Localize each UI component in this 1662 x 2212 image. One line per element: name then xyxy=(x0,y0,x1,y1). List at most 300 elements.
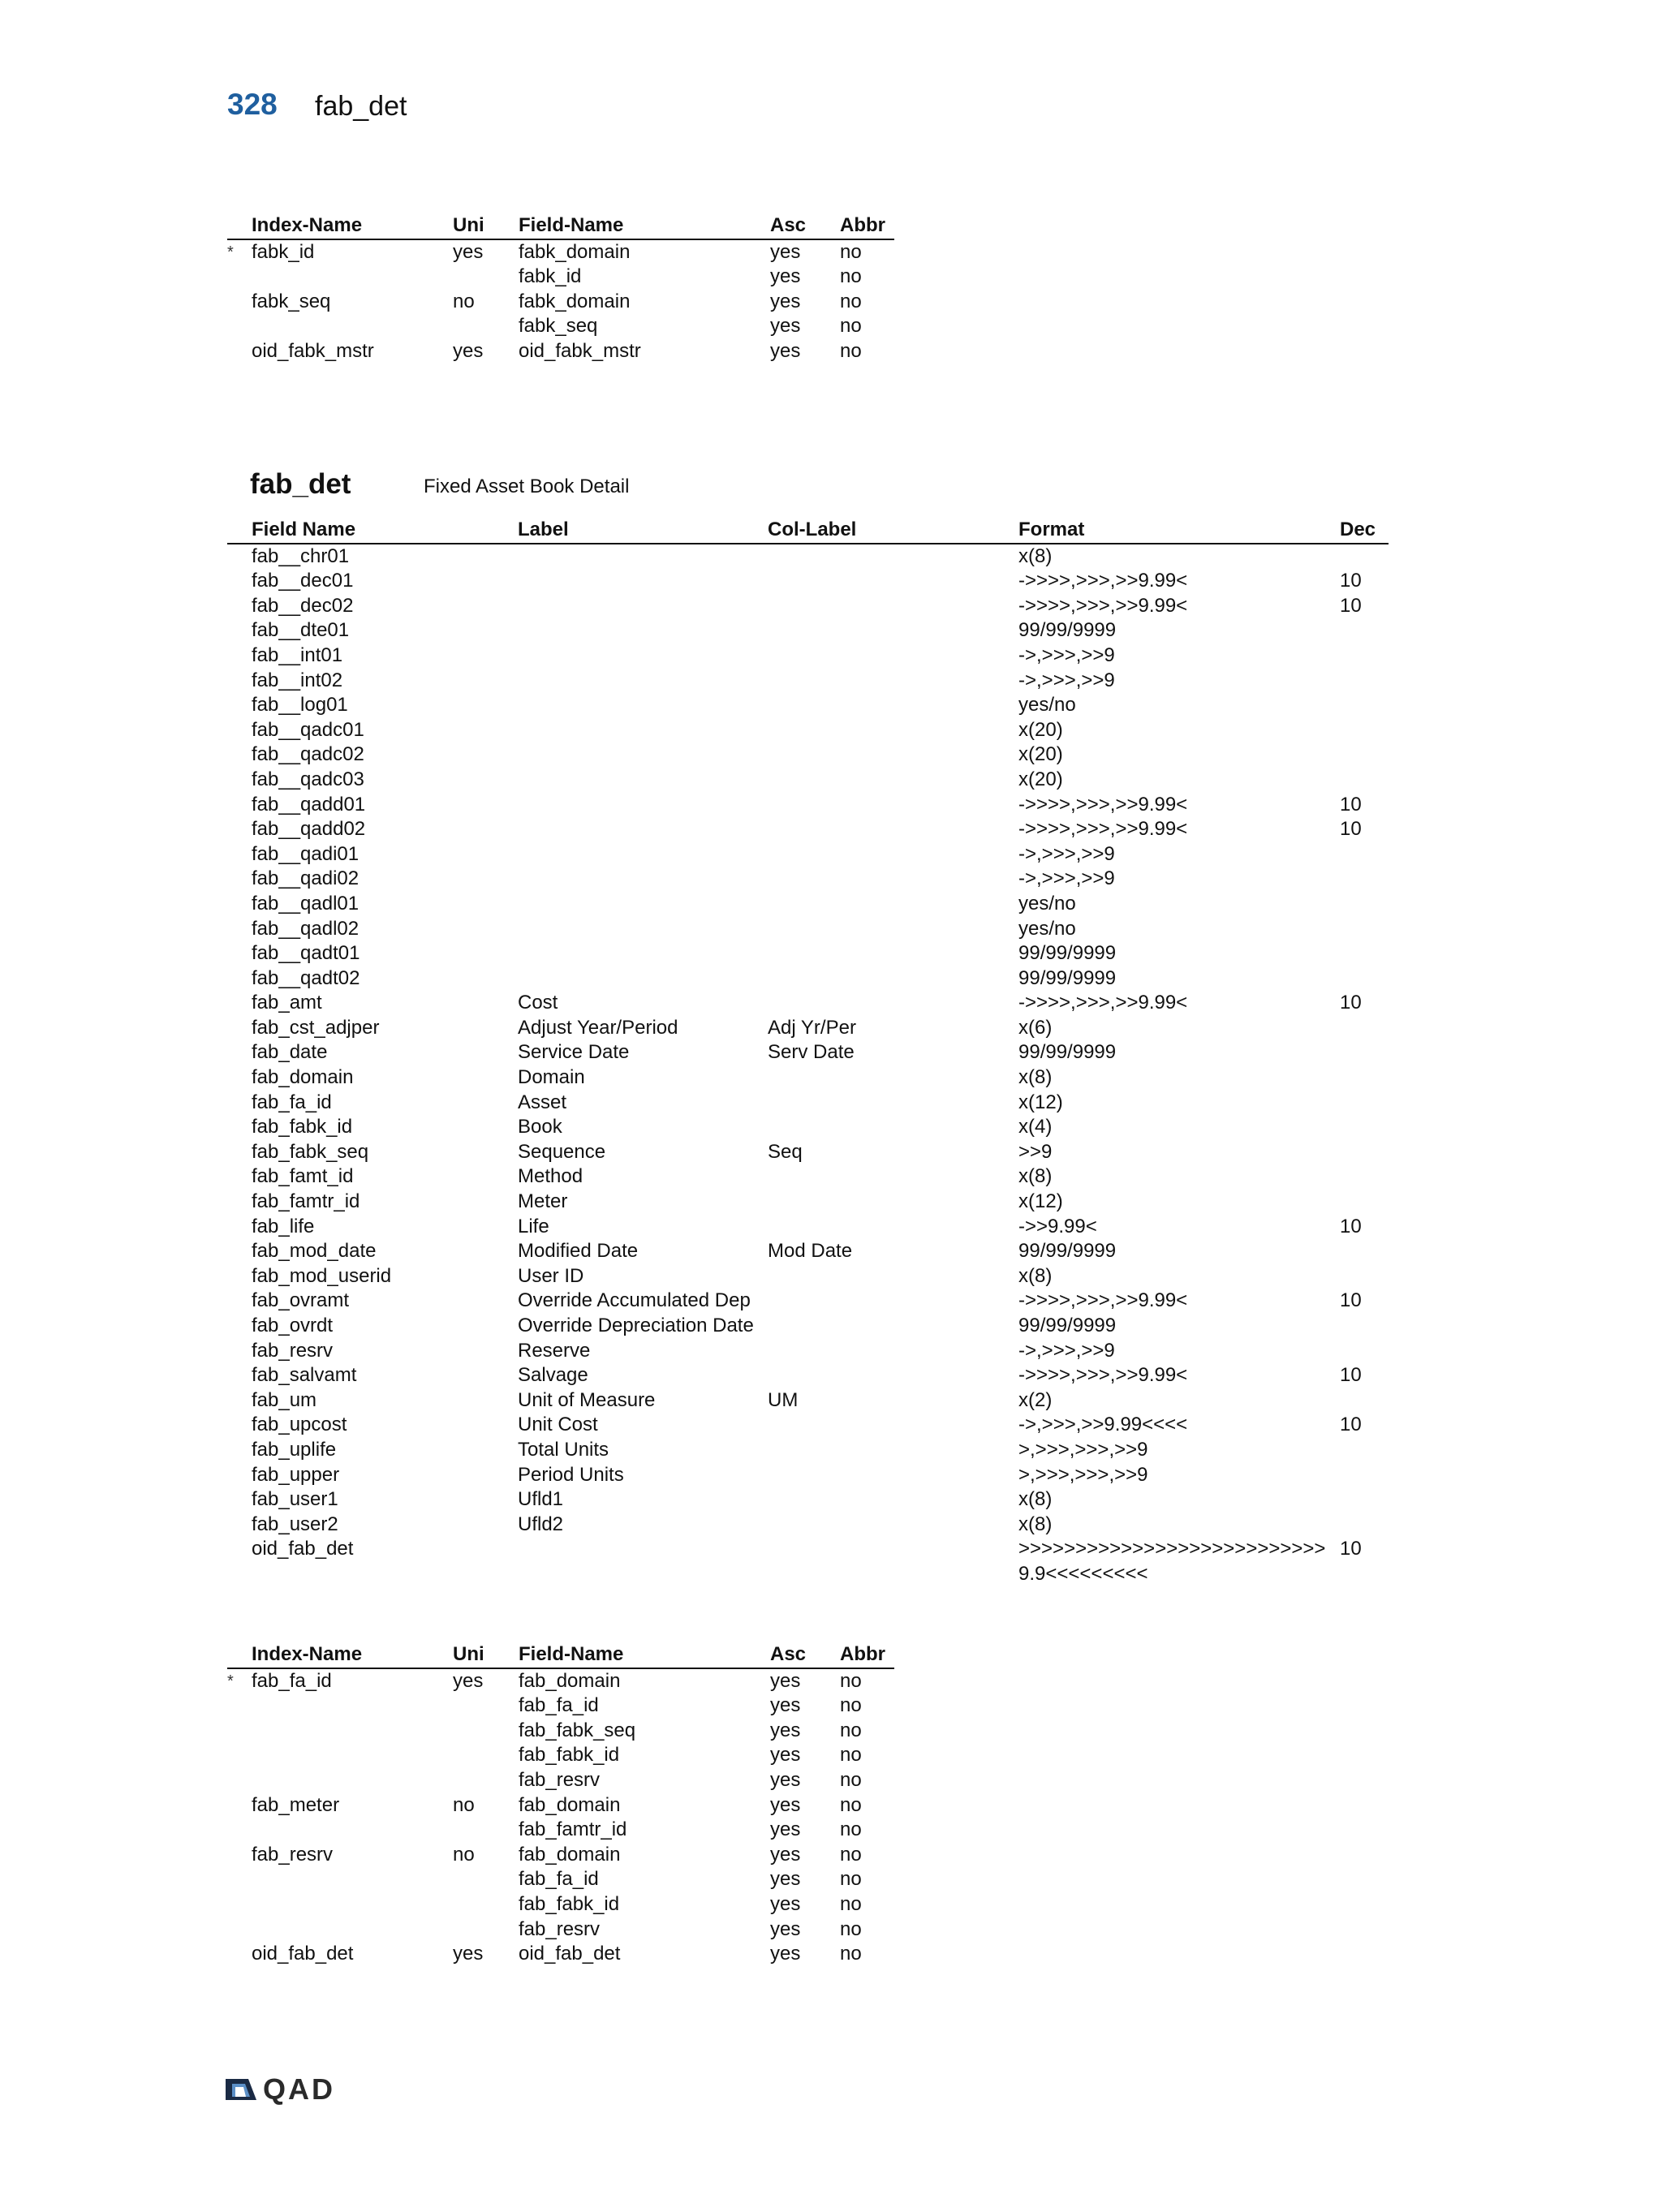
label-cell: Override Accumulated Dep xyxy=(518,1289,751,1312)
dec-cell xyxy=(1340,941,1389,966)
table-row xyxy=(227,1016,1389,1041)
unique-cell: yes xyxy=(453,1669,484,1692)
col-label-cell xyxy=(768,1363,1018,1388)
table-row xyxy=(227,1463,1389,1488)
table-row xyxy=(227,1164,1389,1190)
primary-index-marker xyxy=(227,1140,252,1165)
primary-index-marker xyxy=(227,1264,252,1289)
dec-cell xyxy=(1340,693,1389,718)
unique-cell: no xyxy=(453,1843,475,1866)
field-name-cell: fab__dec01 xyxy=(252,570,354,592)
format-cell: 99/99/9999 xyxy=(1018,966,1117,989)
col-label-cell xyxy=(768,718,1018,743)
label-cell: Book xyxy=(518,1116,562,1138)
column-header: Field Name xyxy=(252,519,356,540)
format-cell: ->,>>>,>>9.99<<<< xyxy=(1018,1414,1188,1436)
field-name-cell: fabk_id xyxy=(519,265,582,288)
field-name-cell: fab__log01 xyxy=(252,694,348,717)
col-label-cell: Serv Date xyxy=(768,1041,855,1064)
primary-index-marker xyxy=(227,265,252,290)
bottom-index-body xyxy=(227,1668,894,1967)
col-label-cell xyxy=(768,544,1018,570)
field-name-cell: fab_fabk_id xyxy=(519,1892,620,1915)
table-row xyxy=(227,594,1389,619)
abbreviated-cell: no xyxy=(840,1694,862,1717)
col-label-cell xyxy=(768,793,1018,818)
table-row xyxy=(227,1264,1389,1289)
index-name-cell xyxy=(252,1693,453,1719)
format-cell: ->,>>>,>>9 xyxy=(1018,1339,1115,1362)
column-header: Index-Name xyxy=(252,214,363,236)
ascending-cell: yes xyxy=(770,1868,801,1891)
ascending-cell: yes xyxy=(770,290,801,312)
table-header-row xyxy=(227,518,1389,544)
dec-cell xyxy=(1340,1239,1389,1264)
table-row xyxy=(227,1743,894,1768)
abbreviated-cell: no xyxy=(840,1744,862,1767)
col-label-cell: Adj Yr/Per xyxy=(768,1016,856,1039)
col-label-cell xyxy=(768,669,1018,694)
column-header: Col-Label xyxy=(768,519,857,540)
top-index-body xyxy=(227,239,894,364)
dec-cell: 10 xyxy=(1340,1538,1362,1560)
primary-index-marker xyxy=(227,1239,252,1264)
field-name-cell: fab__qadi02 xyxy=(252,867,360,890)
top-index-table xyxy=(227,213,894,364)
unique-cell: yes xyxy=(453,1943,484,1965)
table-row xyxy=(227,1917,894,1943)
format-cell: ->>>>,>>>,>>9.99< xyxy=(1018,793,1188,816)
index-name-cell xyxy=(252,1743,453,1768)
primary-index-marker xyxy=(227,1215,252,1240)
field-name-cell: fab_fa_id xyxy=(519,1694,599,1717)
table-row xyxy=(227,1693,894,1719)
abbreviated-cell: no xyxy=(840,1669,862,1692)
primary-index-marker xyxy=(227,1768,252,1793)
field-name-cell: fab_mod_date xyxy=(252,1240,377,1263)
format-cell: >,>>>,>>>,>>9 xyxy=(1018,1463,1148,1486)
field-name-cell: fab_fabk_id xyxy=(252,1116,353,1138)
column-header: Field-Name xyxy=(519,214,624,236)
table-row xyxy=(227,1513,1389,1538)
label-cell xyxy=(518,693,768,718)
label-cell: Adjust Year/Period xyxy=(518,1016,678,1039)
table-row xyxy=(227,1719,894,1744)
bottom-index-table xyxy=(227,1642,894,1967)
dec-cell xyxy=(1340,1513,1389,1538)
primary-index-marker xyxy=(227,290,252,315)
ascending-cell: yes xyxy=(770,1719,801,1741)
primary-index-marker xyxy=(227,1693,252,1719)
field-name-cell: fab_amt xyxy=(252,992,322,1014)
table-row xyxy=(227,1339,1389,1364)
table-row xyxy=(227,265,894,290)
abbreviated-cell: no xyxy=(840,265,862,288)
primary-index-marker xyxy=(227,1040,252,1065)
dec-cell xyxy=(1340,1264,1389,1289)
table-row xyxy=(227,1314,1389,1339)
dec-cell xyxy=(1340,1314,1389,1339)
field-name-cell: fab__qadi01 xyxy=(252,842,360,865)
field-name-cell: fab__dec02 xyxy=(252,594,354,617)
format-cell: ->,>>>,>>9 xyxy=(1018,867,1115,890)
label-cell: Sequence xyxy=(518,1140,606,1163)
label-cell xyxy=(518,594,768,619)
primary-index-marker: * xyxy=(227,243,234,261)
dec-cell xyxy=(1340,1040,1389,1065)
field-name-cell: fab_domain xyxy=(252,1066,354,1089)
field-name-cell: fab__qadc02 xyxy=(252,743,364,766)
primary-index-marker xyxy=(227,817,252,842)
dec-cell: 10 xyxy=(1340,992,1362,1014)
primary-index-marker xyxy=(227,1339,252,1364)
col-label-cell xyxy=(768,1190,1018,1215)
primary-index-marker xyxy=(227,892,252,917)
label-cell: Salvage xyxy=(518,1364,588,1387)
primary-index-marker xyxy=(227,1818,252,1843)
primary-index-marker xyxy=(227,1115,252,1140)
label-cell xyxy=(518,842,768,867)
col-label-cell xyxy=(768,1463,1018,1488)
label-cell: Service Date xyxy=(518,1041,630,1064)
unique-cell xyxy=(453,1917,519,1943)
column-header: Uni xyxy=(453,214,484,236)
col-label-cell xyxy=(768,1438,1018,1463)
field-name-cell: fab__qadl01 xyxy=(252,892,360,914)
label-cell: Life xyxy=(518,1215,549,1237)
marker-column-header xyxy=(227,1642,252,1668)
primary-index-marker xyxy=(227,1289,252,1314)
ascending-cell: yes xyxy=(770,1843,801,1866)
col-label-cell xyxy=(768,966,1018,992)
table-row xyxy=(227,1768,894,1793)
table-row xyxy=(227,544,1389,570)
primary-index-marker xyxy=(227,1537,252,1586)
index-name-cell: oid_fabk_mstr xyxy=(252,339,374,362)
dec-cell: 10 xyxy=(1340,1215,1362,1237)
abbreviated-cell: no xyxy=(840,240,862,263)
primary-index-marker xyxy=(227,643,252,669)
qad-logo xyxy=(224,2072,335,2107)
primary-index-marker xyxy=(227,742,252,768)
unique-cell: yes xyxy=(453,339,484,362)
field-name-cell: fab_fabk_id xyxy=(519,1744,620,1767)
dec-cell xyxy=(1340,768,1389,793)
table-row xyxy=(227,569,1389,594)
table-row xyxy=(227,1289,1389,1314)
dec-cell xyxy=(1340,1463,1389,1488)
dec-cell xyxy=(1340,892,1389,917)
dec-cell xyxy=(1340,1388,1389,1414)
column-header: Abbr xyxy=(840,1643,885,1665)
field-name-cell: fab__qadt02 xyxy=(252,966,360,989)
format-cell: ->>>>,>>>,>>9.99< xyxy=(1018,1289,1188,1312)
col-label-cell xyxy=(768,643,1018,669)
field-name-cell: fab__qadl02 xyxy=(252,917,360,940)
format-cell: x(8) xyxy=(1018,1066,1053,1089)
dec-cell xyxy=(1340,966,1389,992)
label-cell xyxy=(518,966,768,992)
format-cell: ->>>>,>>>,>>9.99< xyxy=(1018,992,1188,1014)
format-cell: x(20) xyxy=(1018,768,1063,790)
col-label-cell xyxy=(768,867,1018,892)
ascending-cell: yes xyxy=(770,1892,801,1915)
field-name-cell: fab_fa_id xyxy=(252,1091,332,1113)
dec-cell xyxy=(1340,643,1389,669)
col-label-cell xyxy=(768,742,1018,768)
field-name-cell: fab_domain xyxy=(519,1793,621,1816)
table-row xyxy=(227,1239,1389,1264)
table-header-row xyxy=(227,213,894,239)
dec-cell xyxy=(1340,1016,1389,1041)
dec-cell xyxy=(1340,544,1389,570)
field-name-cell: fab_fa_id xyxy=(519,1868,599,1891)
dec-cell xyxy=(1340,1140,1389,1165)
primary-index-marker xyxy=(227,1719,252,1744)
primary-index-marker xyxy=(227,544,252,570)
field-name-cell: fab_uplife xyxy=(252,1438,337,1461)
dec-cell xyxy=(1340,1091,1389,1116)
label-cell xyxy=(518,817,768,842)
primary-index-marker xyxy=(227,1438,252,1463)
dec-cell xyxy=(1340,1115,1389,1140)
primary-index-marker xyxy=(227,669,252,694)
col-label-cell xyxy=(768,1413,1018,1438)
format-cell: 99/99/9999 xyxy=(1018,942,1117,965)
label-cell: Modified Date xyxy=(518,1240,639,1263)
abbreviated-cell: no xyxy=(840,1892,862,1915)
table-row xyxy=(227,290,894,315)
label-cell xyxy=(518,867,768,892)
primary-index-marker xyxy=(227,1190,252,1215)
field-name-cell: fab__qadc01 xyxy=(252,718,364,741)
marker-column-header xyxy=(227,213,252,239)
table-row xyxy=(227,742,1389,768)
abbreviated-cell: no xyxy=(840,1719,862,1741)
primary-index-marker xyxy=(227,1016,252,1041)
label-cell xyxy=(518,544,768,570)
format-cell: x(20) xyxy=(1018,718,1063,741)
field-name-cell: fab__int01 xyxy=(252,643,343,666)
abbreviated-cell: no xyxy=(840,339,862,362)
label-cell xyxy=(518,941,768,966)
format-cell: x(8) xyxy=(1018,1264,1053,1287)
table-row xyxy=(227,1668,894,1694)
label-cell: Unit Cost xyxy=(518,1414,598,1436)
table-row xyxy=(227,314,894,339)
field-name-cell: fab_ovramt xyxy=(252,1289,350,1312)
index-name-cell xyxy=(252,314,453,339)
field-name-cell: fab__chr01 xyxy=(252,544,350,567)
label-cell xyxy=(518,768,768,793)
col-label-cell xyxy=(768,594,1018,619)
table-row xyxy=(227,966,1389,992)
field-name-cell: oid_fabk_mstr xyxy=(519,339,641,362)
primary-index-marker xyxy=(227,1843,252,1868)
dec-cell xyxy=(1340,742,1389,768)
label-cell: Domain xyxy=(518,1066,585,1089)
field-name-cell: fab_salvamt xyxy=(252,1364,357,1387)
primary-index-marker xyxy=(227,917,252,942)
primary-index-marker xyxy=(227,569,252,594)
label-cell: Ufld1 xyxy=(518,1488,564,1511)
field-name-cell: fab_upper xyxy=(252,1463,340,1486)
qad-logo-icon xyxy=(224,2076,258,2103)
field-name-cell: fab_ovrdt xyxy=(252,1315,334,1336)
table-row xyxy=(227,1040,1389,1065)
field-name-cell: fab__qadd02 xyxy=(252,818,366,841)
table-row xyxy=(227,1438,1389,1463)
table-row xyxy=(227,1818,894,1843)
primary-index-marker xyxy=(227,1892,252,1917)
primary-index-marker xyxy=(227,867,252,892)
primary-index-marker xyxy=(227,1487,252,1513)
index-name-cell xyxy=(252,1867,453,1892)
column-header: Uni xyxy=(453,1643,484,1665)
table-row xyxy=(227,1843,894,1868)
table-row xyxy=(227,718,1389,743)
primary-index-marker xyxy=(227,1363,252,1388)
col-label-cell xyxy=(768,1289,1018,1314)
label-cell xyxy=(518,742,768,768)
col-label-cell xyxy=(768,569,1018,594)
table-row xyxy=(227,1091,1389,1116)
field-name-cell: fab_life xyxy=(252,1215,315,1237)
primary-index-marker xyxy=(227,718,252,743)
table-row xyxy=(227,239,894,265)
dec-cell xyxy=(1340,1164,1389,1190)
col-label-cell xyxy=(768,1264,1018,1289)
abbreviated-cell: no xyxy=(840,1818,862,1841)
field-name-cell: fabk_seq xyxy=(519,315,598,338)
primary-index-marker xyxy=(227,693,252,718)
table-row xyxy=(227,643,1389,669)
dec-cell xyxy=(1340,1190,1389,1215)
index-name-cell xyxy=(252,1768,453,1793)
table-row xyxy=(227,1537,1389,1586)
field-name-cell: fab_date xyxy=(252,1041,328,1064)
dec-cell: 10 xyxy=(1340,818,1362,841)
ascending-cell: yes xyxy=(770,1669,801,1692)
table-row xyxy=(227,1413,1389,1438)
field-definition-body xyxy=(227,544,1389,1587)
field-name-cell: fab_user1 xyxy=(252,1488,338,1511)
field-name-cell: fab_fabk_seq xyxy=(519,1719,636,1741)
col-label-cell: Seq xyxy=(768,1140,803,1163)
running-title: fab_det xyxy=(315,91,407,122)
dec-cell: 10 xyxy=(1340,570,1362,592)
format-cell: 99/99/9999 xyxy=(1018,1315,1117,1336)
label-cell xyxy=(518,917,768,942)
primary-index-marker xyxy=(227,1388,252,1414)
primary-index-marker xyxy=(227,1463,252,1488)
primary-index-marker xyxy=(227,1942,252,1967)
primary-index-marker xyxy=(227,768,252,793)
primary-index-marker xyxy=(227,1513,252,1538)
primary-index-marker xyxy=(227,1164,252,1190)
primary-index-marker xyxy=(227,1091,252,1116)
table-row xyxy=(227,1065,1389,1091)
table-row xyxy=(227,941,1389,966)
table-row xyxy=(227,917,1389,942)
marker-column-header xyxy=(227,518,252,544)
format-cell: ->>>>,>>>,>>9.99< xyxy=(1018,818,1188,841)
abbreviated-cell: no xyxy=(840,1793,862,1816)
field-name-cell: fab_user2 xyxy=(252,1513,338,1535)
ascending-cell: yes xyxy=(770,265,801,288)
col-label-cell xyxy=(768,693,1018,718)
format-cell: >,>>>,>>>,>>9 xyxy=(1018,1438,1148,1461)
format-cell: ->>>>,>>>,>>9.99< xyxy=(1018,1364,1188,1387)
field-name-cell: fab_mod_userid xyxy=(252,1264,392,1287)
unique-cell xyxy=(453,265,519,290)
field-name-cell: fab_resrv xyxy=(519,1917,601,1940)
primary-index-marker xyxy=(227,594,252,619)
table-row xyxy=(227,842,1389,867)
label-cell: Asset xyxy=(518,1091,567,1113)
ascending-cell: yes xyxy=(770,1917,801,1940)
primary-index-marker xyxy=(227,1413,252,1438)
primary-index-marker xyxy=(227,618,252,643)
field-name-cell: fab_domain xyxy=(519,1843,621,1866)
table-header-row xyxy=(227,1642,894,1668)
format-cell: x(12) xyxy=(1018,1190,1063,1213)
ascending-cell: yes xyxy=(770,1943,801,1965)
label-cell xyxy=(518,1537,768,1586)
col-label-cell xyxy=(768,941,1018,966)
format-cell: ->,>>>,>>9 xyxy=(1018,669,1115,691)
col-label-cell xyxy=(768,1065,1018,1091)
col-label-cell xyxy=(768,917,1018,942)
primary-index-marker xyxy=(227,991,252,1016)
col-label-cell xyxy=(768,1164,1018,1190)
col-label-cell: UM xyxy=(768,1388,799,1411)
format-cell: x(6) xyxy=(1018,1016,1053,1039)
primary-index-marker xyxy=(227,842,252,867)
format-cell: yes/no xyxy=(1018,694,1076,717)
dec-cell xyxy=(1340,669,1389,694)
table-row xyxy=(227,991,1389,1016)
abbreviated-cell: no xyxy=(840,290,862,312)
abbreviated-cell: no xyxy=(840,1917,862,1940)
field-name-cell: fabk_domain xyxy=(519,240,631,263)
col-label-cell: Mod Date xyxy=(768,1240,853,1263)
dec-cell xyxy=(1340,1438,1389,1463)
dec-cell: 10 xyxy=(1340,1289,1362,1312)
dec-cell xyxy=(1340,842,1389,867)
unique-cell xyxy=(453,1743,519,1768)
label-cell: Meter xyxy=(518,1190,568,1213)
field-name-cell: fab__int02 xyxy=(252,669,343,691)
col-label-cell xyxy=(768,768,1018,793)
label-cell: Override Depreciation Date xyxy=(518,1315,754,1336)
label-cell: Cost xyxy=(518,992,558,1014)
table-row xyxy=(227,1190,1389,1215)
field-name-cell: fab_fabk_seq xyxy=(252,1140,369,1163)
primary-index-marker xyxy=(227,941,252,966)
column-header: Dec xyxy=(1340,519,1376,540)
table-row xyxy=(227,892,1389,917)
unique-cell xyxy=(453,1719,519,1744)
field-name-cell: oid_fab_det xyxy=(519,1943,621,1965)
label-cell xyxy=(518,643,768,669)
dec-cell: 10 xyxy=(1340,793,1362,816)
index-name-cell: fabk_id xyxy=(252,240,315,263)
dec-cell xyxy=(1340,718,1389,743)
dec-cell xyxy=(1340,1487,1389,1513)
primary-index-marker: * xyxy=(227,1672,234,1690)
col-label-cell xyxy=(768,892,1018,917)
